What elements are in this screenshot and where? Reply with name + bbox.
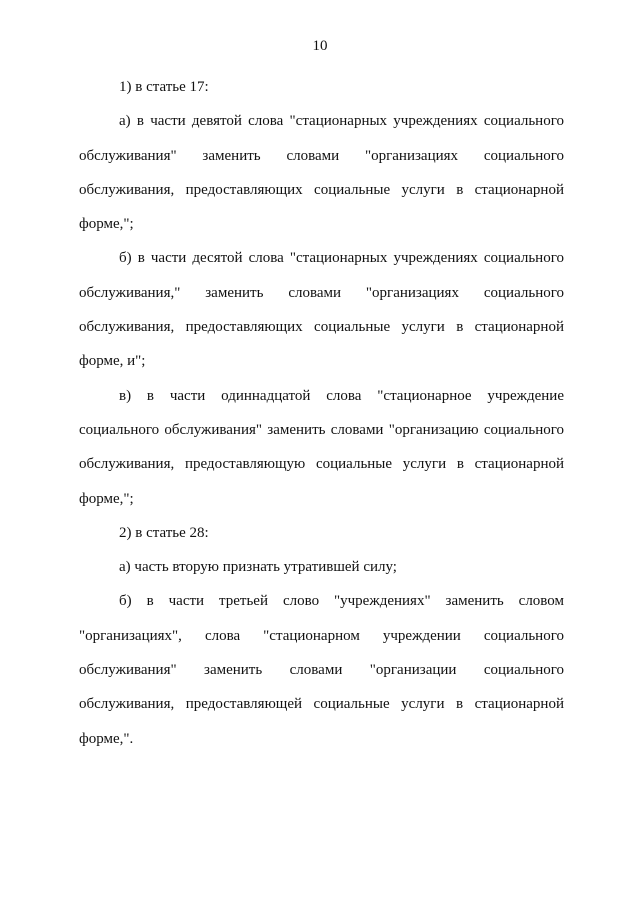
paragraph-17-a: а) в части девятой слова "стационарных учреждениях социального обслуживания" заменить словами "организациях социального обслуживания, предоставляющих социальные услуги в стационарной форме,"; — [79, 113, 564, 233]
paragraph-28-a: а) часть вторую признать утратившей силу; — [119, 559, 397, 576]
paragraph-28-b: б) в части третьей слово "учреждениях" заменить словом "организациях", слова "стационарном учреждении социального обслуживания" заменить словами "организации социального обслуживания, предоставляющей социальные услуги в стационарной форме,". — [79, 593, 564, 747]
paragraph-17-v: в) в части одиннадцатой слова "стационарное учреждение социального обслуживания" заменить словами "организацию социального обслуживания, предоставляющую социальные услуги в стационарной форме,"; — [79, 387, 564, 507]
paragraph-article-28: 2) в статье 28: — [119, 524, 209, 541]
paragraph-article-17: 1) в статье 17: — [119, 79, 209, 95]
document-body — [79, 70, 564, 756]
paragraph-17-b: б) в части десятой слова "стационарных учреждениях социального обслуживания," заменить словами "организациях социального обслуживания, предоставляющих социальные услуги в стационарной форме, и"; — [79, 250, 564, 370]
page-number: 10 — [312, 38, 328, 54]
